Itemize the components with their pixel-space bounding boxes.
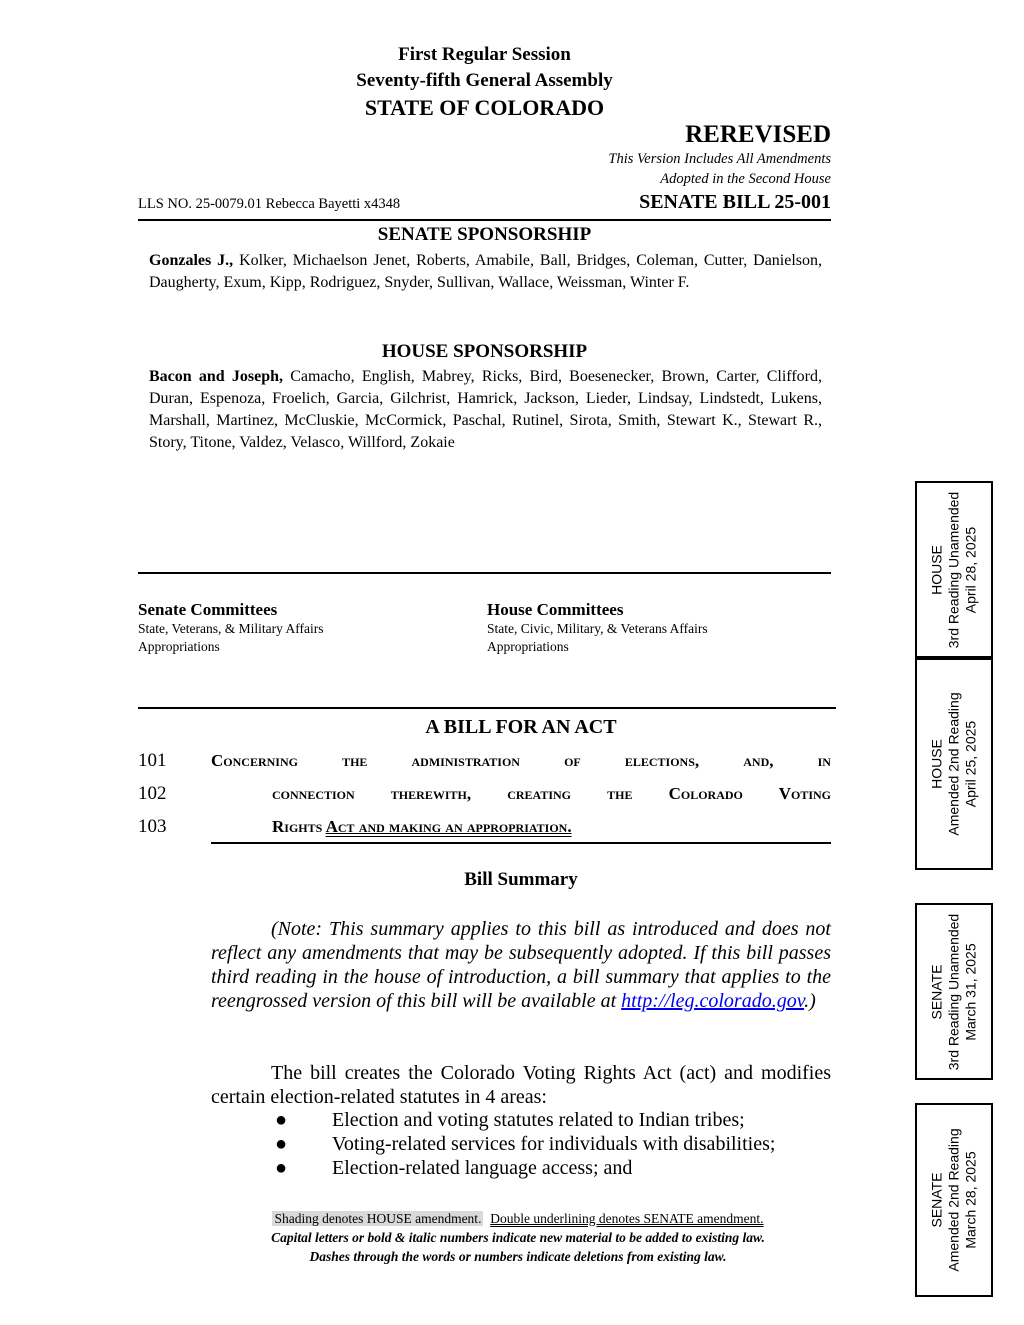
stamp-action: 3rd Reading Unamended — [945, 491, 962, 648]
stamp-action: 3rd Reading Unamended — [945, 913, 962, 1070]
bill-title-line-2: connection therewith, creating the Colorado Voting — [272, 784, 831, 803]
title-word: in — [817, 751, 831, 770]
version-note-2: Adopted in the Second House — [660, 171, 831, 187]
bullet-icon: ● — [275, 1133, 288, 1155]
house-committees-heading: House Committees — [487, 600, 624, 619]
bill-title-divider — [211, 842, 831, 844]
summary-bullet: Voting-related services for individuals with disabilities; — [332, 1133, 776, 1155]
title-senate-amendment: Act and making an appropriation. — [325, 817, 572, 836]
house-committees — [487, 600, 708, 656]
stamp-text — [929, 913, 980, 1069]
senate-committees-heading: Senate Committees — [138, 600, 278, 619]
bullet-icon: ● — [275, 1157, 288, 1179]
committees-divider — [138, 572, 831, 574]
summary-intro: The bill creates the Colorado Voting Rights Act (act) and modifies certain election-related statutes in 4 areas: — [211, 1062, 831, 1108]
stamp-text — [929, 1128, 980, 1271]
line-number: 102 — [138, 783, 167, 804]
house-committee-item: State, Civic, Military, & Veterans Affairs — [487, 621, 708, 636]
senate-primary-sponsor: Gonzales J., — [149, 252, 234, 269]
senate-committee-item: Appropriations — [138, 639, 220, 654]
assembly-title: Seventy-fifth General Assembly — [356, 70, 613, 91]
footer-amendment-legend — [138, 1210, 898, 1228]
leg-colorado-link[interactable]: http://leg.colorado.gov — [621, 990, 805, 1012]
bill-divider — [138, 707, 836, 709]
bill-title-line-1 — [211, 750, 831, 772]
stamp-action: Amended 2nd Reading — [945, 692, 962, 836]
stamp-house-2nd-reading — [915, 658, 993, 870]
summary-heading: Bill Summary — [464, 869, 578, 890]
title-word: of — [564, 751, 581, 770]
line-number: 103 — [138, 816, 167, 837]
footer-dashes-note: Dashes through the words or numbers indicate deletions from existing law. — [309, 1249, 727, 1264]
stamp-house-3rd-reading — [915, 481, 993, 658]
summary-bullet: Election-related language access; and — [332, 1157, 633, 1179]
version-label: REREVISED — [685, 121, 831, 148]
stamp-text — [929, 491, 980, 647]
senate-sponsors — [149, 250, 822, 294]
stamp-chamber: HOUSE — [928, 544, 945, 595]
title-word: administration — [411, 751, 520, 770]
footer-underline-note: Double underlining denotes SENATE amendment. — [490, 1211, 764, 1226]
senate-committee-item: State, Veterans, & Military Affairs — [138, 621, 324, 636]
bill-heading: A BILL FOR AN ACT — [425, 716, 617, 738]
version-note-1: This Version Includes All Amendments — [608, 151, 831, 167]
stamp-senate-3rd-reading — [915, 903, 993, 1080]
footer-shading-note: Shading denotes HOUSE amendment. — [274, 1211, 482, 1226]
stamp-chamber: SENATE — [928, 1172, 945, 1228]
title-word: Concerning — [211, 751, 298, 770]
house-committee-item: Appropriations — [487, 639, 569, 654]
title-word: elections, — [624, 751, 700, 770]
senate-committees — [138, 600, 323, 656]
house-primary-sponsor: Bacon and Joseph, — [149, 368, 283, 385]
house-other-sponsors: Camacho, English, Mabrey, Ricks, Bird, Boesenecker, Brown, Carter, Clifford, Duran, Espenoza, Froelich, Garcia, Gilchrist, Hamrick, Jackson, Lieder, Lindsay, Lindstedt, Lukens, Marshall, Martinez, McCluskie, McCormick, Paschal, Rutinel, Sirota, Smith, Stewart K., Stewart R., Story, Titone, Valdez, Velasco, Willford, Zokaie — [149, 368, 822, 451]
stamp-chamber: HOUSE — [928, 739, 945, 789]
title-rights: Rights — [272, 817, 323, 836]
stamp-text — [929, 692, 980, 835]
state-title: STATE OF COLORADO — [364, 95, 605, 120]
bill-id: SENATE BILL 25-001 — [639, 191, 831, 213]
session-title: First Regular Session — [398, 44, 571, 65]
bullet-icon: ● — [275, 1109, 288, 1131]
title-word: and, — [743, 751, 774, 770]
summary-note — [211, 917, 831, 1013]
senate-sponsorship-heading: SENATE SPONSORSHIP — [377, 224, 592, 245]
stamp-date: April 25, 2025 — [962, 720, 979, 808]
stamp-date: March 28, 2025 — [962, 1151, 979, 1249]
header-divider — [138, 219, 831, 221]
stamp-action: Amended 2nd Reading — [945, 1128, 962, 1272]
summary-note-end: .) — [804, 990, 816, 1012]
footer-capital-note: Capital letters or bold & italic numbers indicate new material to be added to existing law. — [271, 1230, 765, 1245]
senate-other-sponsors: Kolker, Michaelson Jenet, Roberts, Amabile, Ball, Bridges, Coleman, Cutter, Danielson, Daugherty, Exum, Kipp, Rodriguez, Snyder, Sullivan, Wallace, Weissman, Winter F. — [149, 252, 823, 291]
lls-number: LLS NO. 25-0079.01 Rebecca Bayetti x4348 — [138, 196, 401, 212]
bill-title-line-3 — [272, 816, 572, 838]
line-number: 101 — [138, 750, 167, 771]
title-word: the — [342, 751, 368, 770]
stamp-chamber: SENATE — [928, 964, 945, 1019]
stamp-date: March 31, 2025 — [962, 942, 979, 1041]
summary-note-text: (Note: This summary applies to this bill as introduced and does not reflect any amendments that may be subsequently adopted. If this bill passes third reading in the house of introduction, a bill summary that applies to the reengrossed version of this bill will be available at — [211, 918, 831, 1012]
house-sponsors — [149, 366, 822, 454]
house-sponsorship-heading: HOUSE SPONSORSHIP — [381, 341, 588, 362]
stamp-date: April 28, 2025 — [962, 526, 979, 613]
summary-bullet: Election and voting statutes related to Indian tribes; — [332, 1109, 745, 1131]
stamp-senate-2nd-reading — [915, 1103, 993, 1297]
